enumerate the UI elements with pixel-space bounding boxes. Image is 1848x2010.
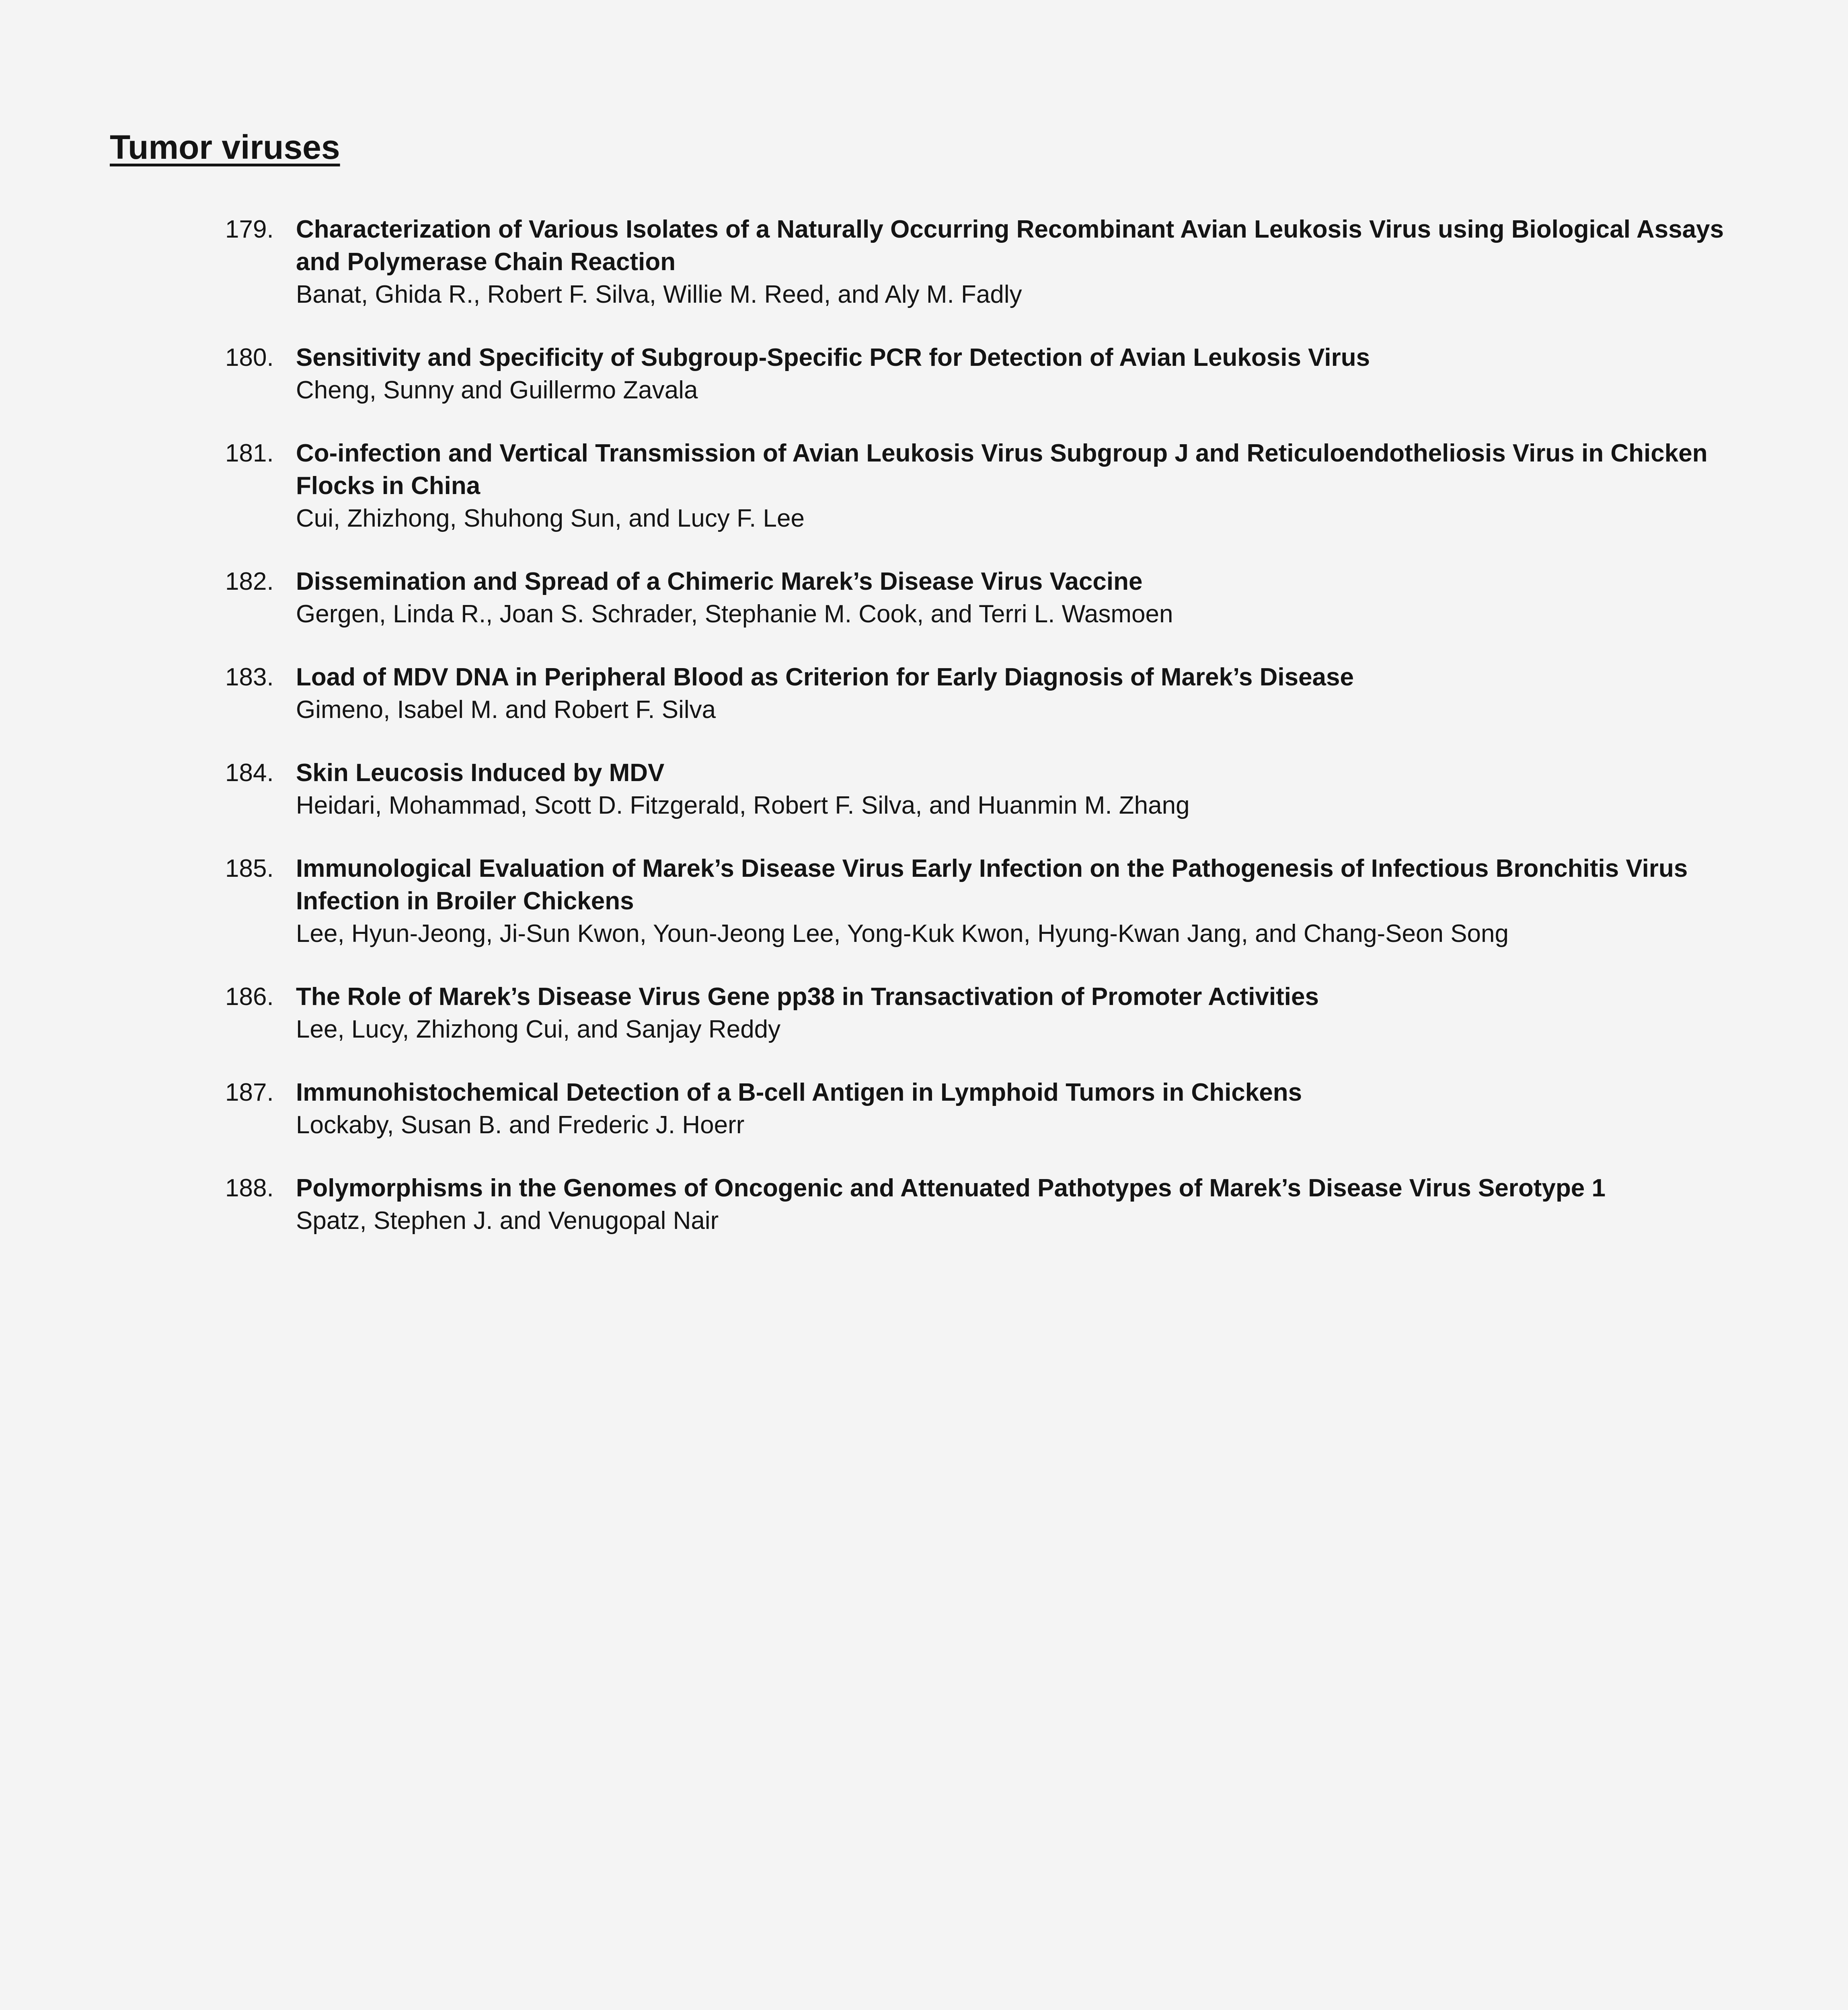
section-heading: Tumor viruses <box>110 128 340 166</box>
entry-title: Sensitivity and Specificity of Subgroup-Specific PCR for Detection of Avian Leukosis Virus <box>296 344 1370 371</box>
entry-number: 182. <box>225 568 274 595</box>
abstract-entry-185 <box>225 852 1745 950</box>
abstract-entry-188 <box>225 1172 1745 1237</box>
entry-number: 187. <box>225 1079 274 1106</box>
entry-title: Polymorphisms in the Genomes of Oncogenic and Attenuated Pathotypes of Marek’s Disease Virus Serotype 1 <box>296 1174 1606 1202</box>
entry-title: Immunological Evaluation of Marek’s Disease Virus Early Infection on the Pathogenesis of Infectious Bronchitis Virus Infection in Broiler Chickens <box>296 855 1688 915</box>
entry-authors: Lee, Hyun-Jeong, Ji-Sun Kwon, Youn-Jeong Lee, Yong-Kuk Kwon, Hyung-Kwan Jang, and Chang-Seon Song <box>296 920 1509 948</box>
abstract-entry-181 <box>225 437 1745 535</box>
entry-number: 185. <box>225 855 274 882</box>
entry-title: Co-infection and Vertical Transmission of Avian Leukosis Virus Subgroup J and Reticuloendotheliosis Virus in Chicken Flocks in China <box>296 439 1708 500</box>
entry-authors: Gergen, Linda R., Joan S. Schrader, Stephanie M. Cook, and Terri L. Wasmoen <box>296 600 1173 628</box>
entry-authors: Spatz, Stephen J. and Venugopal Nair <box>296 1207 719 1235</box>
entry-authors: Gimeno, Isabel M. and Robert F. Silva <box>296 696 716 724</box>
entry-number: 181. <box>225 439 274 467</box>
entry-number: 188. <box>225 1174 274 1202</box>
entry-number: 183. <box>225 663 274 691</box>
entry-number: 184. <box>225 759 274 787</box>
entry-title: Skin Leucosis Induced by MDV <box>296 759 665 787</box>
abstract-list <box>225 213 1745 1268</box>
entry-number: 186. <box>225 983 274 1011</box>
entry-authors: Lee, Lucy, Zhizhong Cui, and Sanjay Reddy <box>296 1015 781 1043</box>
entry-title: Dissemination and Spread of a Chimeric Marek’s Disease Virus Vaccine <box>296 568 1143 595</box>
entry-number: 179. <box>225 215 274 243</box>
abstract-entry-180 <box>225 341 1745 406</box>
entry-authors: Cheng, Sunny and Guillermo Zavala <box>296 376 698 404</box>
entry-title: Characterization of Various Isolates of a Naturally Occurring Recombinant Avian Leukosis Virus using Biological Assays and Polymerase Chain Reaction <box>296 215 1724 276</box>
entry-title: Immunohistochemical Detection of a B-cell Antigen in Lymphoid Tumors in Chickens <box>296 1079 1302 1106</box>
entry-title: Load of MDV DNA in Peripheral Blood as Criterion for Early Diagnosis of Marek’s Disease <box>296 663 1354 691</box>
entry-title: The Role of Marek’s Disease Virus Gene pp38 in Transactivation of Promoter Activities <box>296 983 1319 1011</box>
abstract-entry-186 <box>225 980 1745 1046</box>
abstract-entry-179 <box>225 213 1745 311</box>
abstract-entry-182 <box>225 565 1745 630</box>
abstract-entry-184 <box>225 757 1745 822</box>
abstract-entry-183 <box>225 661 1745 726</box>
entry-authors: Cui, Zhizhong, Shuhong Sun, and Lucy F. Lee <box>296 505 805 532</box>
entry-authors: Banat, Ghida R., Robert F. Silva, Willie M. Reed, and Aly M. Fadly <box>296 281 1022 308</box>
entry-authors: Heidari, Mohammad, Scott D. Fitzgerald, Robert F. Silva, and Huanmin M. Zhang <box>296 792 1190 819</box>
entry-authors: Lockaby, Susan B. and Frederic J. Hoerr <box>296 1111 745 1139</box>
entry-number: 180. <box>225 344 274 371</box>
abstract-entry-187 <box>225 1076 1745 1141</box>
